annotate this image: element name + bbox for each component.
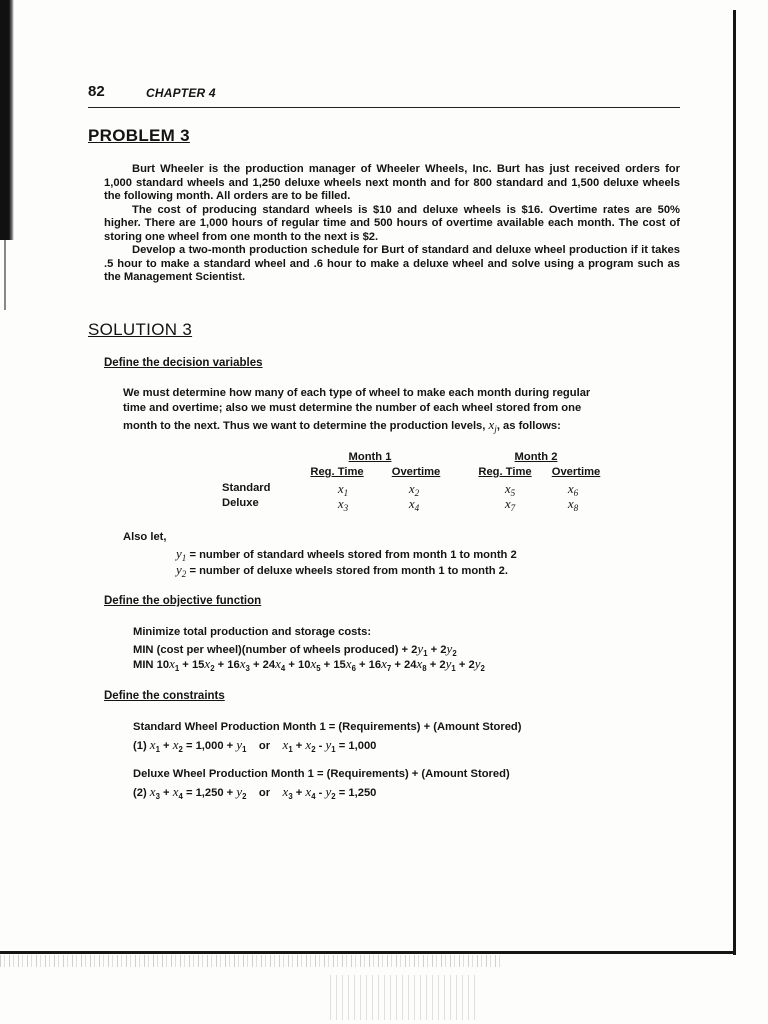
problem-paragraph-2: The cost of producing standard wheels is $10 and deluxe wheels is $16. Overtime rates are 50% higher. There are 1,000 hours of regular time and 500 hours of overtime available each month. The cost of storing one wheel from one month to the next is $2. bbox=[104, 203, 680, 243]
scan-edge-right bbox=[733, 10, 736, 955]
table-m2-overtime: Overtime bbox=[551, 466, 601, 478]
table-cell-x1: $x_1$ bbox=[337, 481, 349, 498]
table-m1-regtime: Reg. Time bbox=[310, 466, 364, 478]
constraint2-title: Deluxe Wheel Production Month 1 = (Requirements) + (Amount Stored) bbox=[133, 768, 510, 780]
table-month1-header: Month 1 bbox=[348, 451, 392, 463]
decision-var: $x_j$ bbox=[488, 417, 497, 434]
scan-edge-left bbox=[0, 0, 14, 240]
y2-definition: $y_2$ = number of deluxe wheels stored from month 1 to month 2. bbox=[176, 562, 509, 579]
table-m2-regtime: Reg. Time bbox=[478, 466, 532, 478]
objective-line1: Minimize total production and storage costs: bbox=[133, 626, 372, 638]
table-cell-x3: $x_3$ bbox=[337, 496, 349, 513]
table-cell-x2: $x_2$ bbox=[408, 481, 420, 498]
scan-edge-mark bbox=[4, 240, 6, 310]
decision-text-line3: month to the next. Thus we want to determine the production levels, $x_j$, as follows: bbox=[123, 417, 561, 434]
problem-paragraph-3: Develop a two-month production schedule for Burt of standard and deluxe wheel production if it takes .5 hour to make a standard wheel and .6 hour to make a deluxe wheel and solve using a program such as the Management Scientist. bbox=[104, 244, 680, 283]
decision-variables-heading: Define the decision variables bbox=[104, 357, 263, 369]
constraint1-equation: (1) $x_1 + x_2 = 1,000 + y_1$ or $x_1 + x_2 - y_1 = 1,000$ bbox=[133, 737, 377, 754]
page-bottom-edge bbox=[0, 951, 736, 954]
page-number: 82 bbox=[88, 83, 105, 100]
table-m1-overtime: Overtime bbox=[391, 466, 441, 478]
chapter-label: CHAPTER 4 bbox=[146, 86, 216, 100]
table-cell-x8: $x_8$ bbox=[567, 496, 579, 513]
table-cell-x4: $x_4$ bbox=[408, 496, 420, 513]
constraint2-equation: (2) $x_3 + x_4 = 1,250 + y_2$ or $x_3 + x_4 - y_2 = 1,250$ bbox=[133, 784, 377, 801]
objective-line3: MIN $10x_1 + 15x_2 + 16x_3 + 24x_4 + 10x_5 + 15x_6 + 16x_7 + 24x_8 + 2y_1 + 2y_2$ bbox=[133, 656, 485, 673]
decision-text-line1: We must determine how many of each type of wheel to make each month during regular bbox=[123, 387, 591, 399]
scan-noise-lower bbox=[330, 975, 480, 1020]
header-rule bbox=[88, 107, 680, 108]
objective-line2: MIN (cost per wheel)(number of wheels produced) + $2y_1 + 2y_2$ bbox=[133, 641, 457, 658]
constraint1-title: Standard Wheel Production Month 1 = (Requirements) + (Amount Stored) bbox=[133, 721, 522, 733]
problem-statement bbox=[104, 163, 680, 285]
problem-title: PROBLEM 3 bbox=[88, 126, 190, 145]
objective-heading: Define the objective function bbox=[104, 595, 262, 607]
decision-text-line2: time and overtime; also we must determine the number of each wheel stored from one bbox=[123, 402, 582, 414]
solution-title: SOLUTION 3 bbox=[88, 320, 193, 339]
table-month2-header: Month 2 bbox=[514, 451, 558, 463]
table-cell-x7: $x_7$ bbox=[504, 496, 516, 513]
table-cell-x6: $x_6$ bbox=[567, 481, 579, 498]
constraints-heading: Define the constraints bbox=[104, 690, 225, 702]
table-row-label-standard: Standard bbox=[222, 482, 271, 494]
problem-paragraph-1: Burt Wheeler is the production manager of Wheeler Wheels, Inc. Burt has just received orders for 1,000 standard wheels and 1,250 deluxe wheels next month and for 800 standard and 1,500 deluxe wheels the following month. All orders are to be filled. bbox=[104, 163, 680, 202]
y1-definition: $y_1$ = number of standard wheels stored from month 1 to month 2 bbox=[176, 546, 517, 563]
table-cell-x5: $x_5$ bbox=[504, 481, 516, 498]
table-row-label-deluxe: Deluxe bbox=[222, 497, 259, 509]
scan-noise bbox=[0, 955, 500, 967]
also-let-label: Also let, bbox=[123, 531, 167, 543]
